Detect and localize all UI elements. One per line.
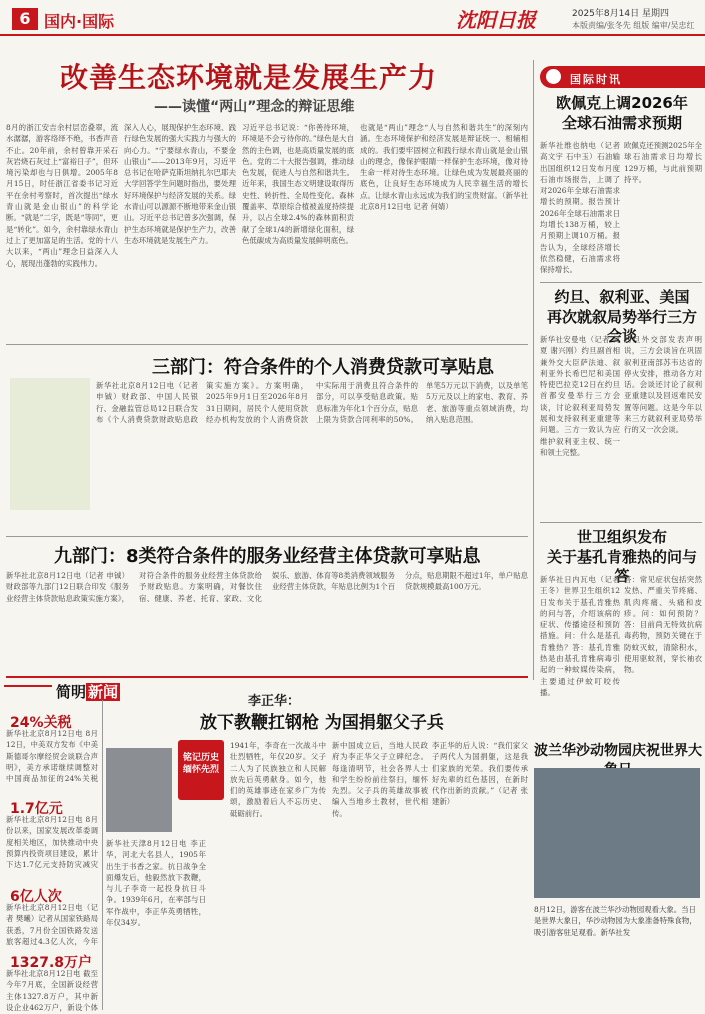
jordan-body-2: 约旦外交部发表声明说，三方会谈旨在巩固叙利亚南部苏韦达省的停火安排，推动各方对话。会谈还讨论了叙利亚重建以及回返难民安置等问题。这是今年以来三方就叙利亚局势举行的又一次会谈。 xyxy=(624,335,702,435)
consumer-loan-illustration xyxy=(10,378,90,510)
brief-title-main: 简明 xyxy=(56,683,87,701)
main-headline: 改善生态环境就是发展生产力 xyxy=(60,61,438,94)
divider xyxy=(6,676,528,678)
zoo-headline: 波兰华沙动物园庆祝世界大 xyxy=(534,743,702,759)
opec-headline-2: 全球石油需求预期 xyxy=(561,114,682,132)
section-name: 国内·国际 xyxy=(44,12,115,31)
series-label: 铭记历史缅怀先烈 xyxy=(182,753,219,775)
hero-headline: 放下教鞭扛钢枪 为国捐躯父子兵 xyxy=(200,713,444,733)
divider xyxy=(540,282,702,283)
elephant-photo xyxy=(534,768,700,898)
brief-accent xyxy=(4,685,52,693)
hero-body-1: 新华社天津8月12日电 李正华，河北大名县人，1905年出生于书香之家。抗日战争全面爆发后，他毅然放下教鞭，与儿子李奇一起投身抗日斗争。1939年6月，在率部与日军作战中，李正华英勇牺牲，年仅34岁。 xyxy=(106,839,206,928)
editor-credits: 本版责编/张冬先 组版 编审/吴忠红 xyxy=(572,21,695,30)
main-article-col3: 习近平总书记说：“你善待环境，环境是不会亏待你的。”绿色是大自然的主色调，也是高质量发展的底色。党的二十大报告强调，推动绿色发展，促进人与自然和谐共生。近年来，我国生态文明建设取得历史性、转折性、全局性变化。森林覆盖率、草原综合植被盖度持续提升，以占全球2.4%的森林面积贡献了全球1/4的新增绿化面积，绿色低碳成为高质量发展鲜明底色。 xyxy=(242,123,354,245)
jordan-body: 新华社安曼电（记者 何夏 谢兴刚）约旦副首相兼外交大臣萨法迪、叙利亚外长希巴尼和美国特使巴拉克12日在约旦首都安曼举行三方会谈，讨论叙利亚局势发展和支持叙利亚重建等问题。三方一致认为应维护叙利亚主权、统一和领土完整。 xyxy=(540,335,620,457)
column-divider xyxy=(102,700,103,1010)
brief4-body: 新华社北京8月12日电 截至今年7月底，全国新设经营主体1327.8万户，其中新设企业462万户，新设个体 xyxy=(6,969,98,1012)
hero-portrait xyxy=(106,748,172,832)
page-header xyxy=(0,0,705,36)
jordan-headline-1: 约旦、叙利亚、美国 xyxy=(554,288,690,306)
divider xyxy=(6,536,528,537)
brief-title xyxy=(56,681,120,702)
page-number: 6 xyxy=(12,8,38,30)
main-subheadline: ——读懂“两山”理念的辩证思维 xyxy=(154,99,355,115)
brief3-body: 新华社北京8月12日电（记者 樊曦）记者从国家铁路局获悉，7月份全国铁路发送旅客超过4.3亿人次，今年 xyxy=(6,903,98,946)
dept3-headline: 三部门：符合条件的个人消费贷款可享贴息 xyxy=(152,357,494,378)
intl-banner-label: 国际时讯 xyxy=(570,73,622,86)
opec-body-2: 欧佩克还预测2025年全球石油需求日均增长129万桶，与此前预期持平。 xyxy=(624,141,702,184)
globe-icon xyxy=(546,69,561,84)
main-article-col4: 也就是“两山”理念“人与自然和谐共生”的深刻内涵。生态环境保护和经济发展是辩证统一、相辅相成的。我们要牢固树立和践行绿水青山就是金山银山的理念，像保护眼睛一样保护生态环境，像对待生命一样对待生态环境。让绿色成为发展最亮丽的底色，让良好生态环境成为人民幸福生活的增长点。让绿水青山永远成为我们的宝贵财富。（新华社北京8月12日电 记者 何婧） xyxy=(360,123,528,212)
hero-body-2: 1941年，李奇在一次战斗中壮烈牺牲，年仅20岁。父子二人为了民族独立和人民解放先后英勇献身。如今，他们的英雄事迹在家乡广为传颂，激励着后人不忘历史、砥砺前行。 xyxy=(230,741,326,818)
opec-body: 新华社维也纳电（记者 高文宇 石中玉）石油输出国组织12日发布月度石油市场报告，上调了对2026年全球石油需求增长的预期。报告预计2026年全球石油需求日均增长138万桶，较上月预期上调10万桶。报告认为，全球经济增长依然稳健，石油需求将保持增长。 xyxy=(540,141,620,275)
who-body: 新华社日内瓦电（记者 王冬）世界卫生组织12日发布关于基孔肯雅热的问与答，介绍该病的症状、传播途径和预防措施。问：什么是基孔肯雅热？答：基孔肯雅热是由基孔肯雅病毒引起的一种蚊媒传染病，主要通过伊蚊叮咬传播。 xyxy=(540,575,620,697)
issue-date: 2025年8月14日 星期四 xyxy=(572,9,669,19)
who-headline-1: 世卫组织发布 xyxy=(576,528,667,546)
brief2-figure: 1.7亿元 xyxy=(10,801,63,817)
who-headline-2: 关于基孔肯雅热的问与答 xyxy=(546,548,697,585)
main-article-col2: 深入人心，展现保护生态环境、践行绿色发展的强大实践力与强大的向心力。“宁要绿水青山，不要金山银山”——2013年9月，习近平总书记在哈萨克斯坦纳扎尔巴耶夫大学回答学生问题时指出，要处理好环境保护与经济发展的关系。绿水青山可以源源不断地带来金山银山。习近平总书记曾多次强调，保护生态环境就是保护生产力，改善生态环境就是发展生产力。 xyxy=(124,123,236,245)
brief4-figure: 1327.8万户 xyxy=(10,955,93,971)
brief-title-tag: 新闻 xyxy=(88,683,119,701)
brief3-figure: 6亿人次 xyxy=(10,889,62,905)
dept3-body: 新华社北京8月12日电（记者 申铖）财政部、中国人民银行、金融监管总局12日联合发布《个人消费贷款财政贴息政策实施方案》。方案明确，2025年9月1日至2026年8月31日期间，居民个人使用贷款经办机构发放的个人消费贷款中实际用于消费且符合条件的部分，可以享受贴息政策。贴息标准为年化1个百分点，贴息上限为贷款合同利率的50%。单笔5万元以下消费，以及单笔5万元及以上的家电、教育、养老、旅游等重点领域消费，均纳入贴息范围。 xyxy=(96,381,528,424)
column-divider xyxy=(533,60,534,680)
intl-banner xyxy=(540,66,705,88)
newspaper-logo: 沈阳日报 xyxy=(456,8,536,32)
brief1-figure: 24%关税 xyxy=(10,715,72,731)
nine-dept-headline: 九部门：8类符合条件的服务业经营主体贷款可享贴息 xyxy=(54,546,481,567)
divider xyxy=(540,522,702,523)
jordan-headline-2: 再次就叙局势举行三方会谈 xyxy=(546,308,697,345)
photo-caption: 8月12日，游客在波兰华沙动物园观看大象。当日是世界大象日，华沙动物园为大象准备特殊食物，吸引游客驻足观看。新华社发 xyxy=(534,905,697,937)
brief2-body: 新华社北京8月12日电 8月份以来，国家发展改革委调度相关地区，加快推动中央预算内投资项目建设，累计下达1.7亿元支持防灾减灾 xyxy=(6,815,98,870)
hero-body-4: 李正华的后人说：“我们家父子两代人为国捐躯，这是我们家族的光荣。我们要传承好先辈的红色基因，在新时代作出新的贡献。”（记者 张建新） xyxy=(432,741,528,807)
hero-name: 李正华： xyxy=(248,694,301,709)
hero-body-3: 新中国成立后，当地人民政府为李正华父子立碑纪念。每逢清明节，社会各界人士和学生纷纷前往祭扫，缅怀先烈。父子兵的英雄故事被编入当地乡土教材，世代相传。 xyxy=(332,741,428,818)
main-article-col1: 8月的浙江安吉余村层峦叠翠，流水潺潺，游客络绎不绝，书香声音不止。20年前，余村曾靠开采石灰岩烧石灰过上“富裕日子”，但环境污染却也与日俱增。2005年8月15日，时任浙江省委书记习近平在余村考察时，首次提出“绿水青山就是金山银山”的科学论断。“就是”二字，既是“等同”，更是“转化”。如今，余村靠绿水青山过上了更加富足的生活。党的十八大以来，“两山”理念日益深入人心，展现出蓬勃的实践伟力。 xyxy=(6,123,118,268)
nine-dept-body: 新华社北京8月12日电（记者 申铖）财政部等九部门12日联合印发《服务业经营主体贷款贴息政策实施方案》，对符合条件的服务业经营主体贷款给予财政贴息。方案明确，对餐饮住宿、健康、养老、托育、家政、文化娱乐、旅游、体育等8类消费领域服务业经营主体贷款，年贴息比例为1个百分点，贴息期限不超过1年，单户贴息贷款规模最高100万元。 xyxy=(6,571,528,603)
opec-headline-1: 欧佩克上调2026年 xyxy=(556,94,688,112)
brief1-body: 新华社北京8月12日电 8月12日，中美双方发布《中美斯德哥尔摩经贸会谈联合声明》，美方承诺继续调整对中国商品加征的24%关税 xyxy=(6,729,98,784)
who-body-2: 答：常见症状包括突然发热、严重关节疼痛、肌肉疼痛、头痛和皮疹。问：如何预防？答：目前尚无特效抗病毒药物，预防关键在于防蚊灭蚊，清除积水，使用驱蚊剂，穿长袖衣物。 xyxy=(624,575,702,675)
divider xyxy=(6,344,528,345)
